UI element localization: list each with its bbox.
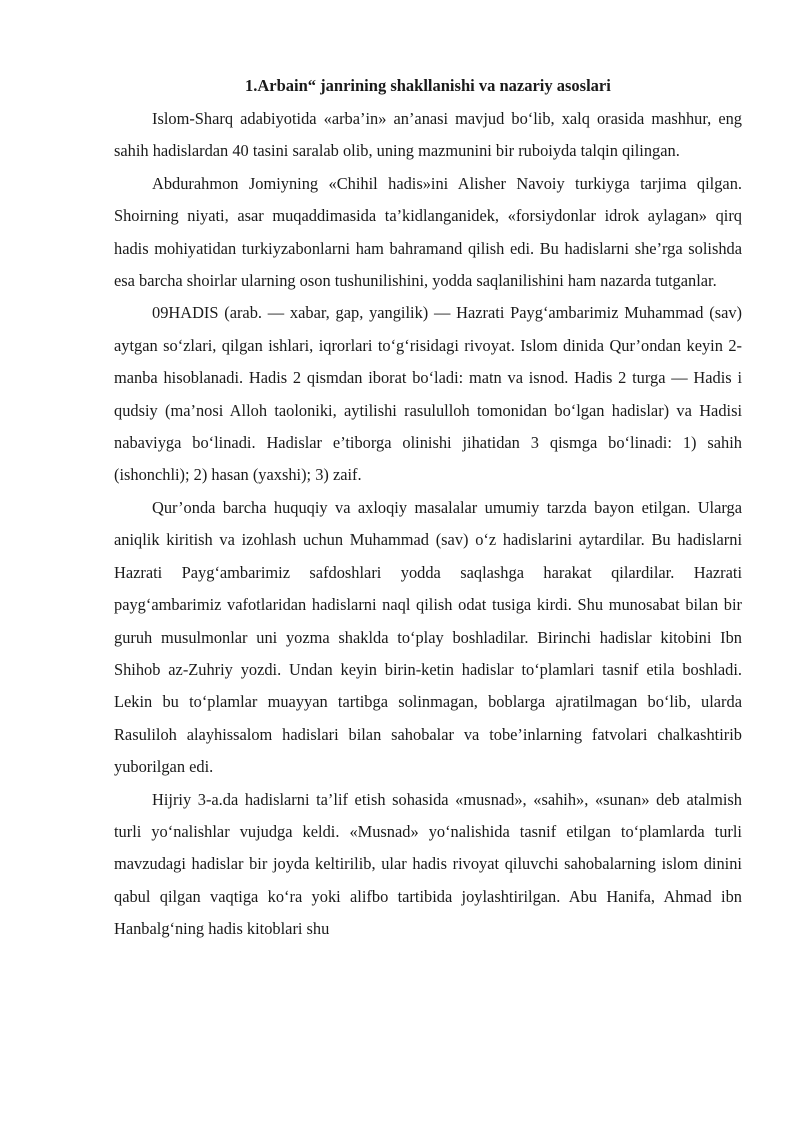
paragraph-chihil-hadis: Abdurahmon Jomiyning «Chihil hadis»ini Alisher Navoiy turkiyga tarjima qilgan. Shoirning niyati, asar muqaddimasida ta’kidlanganidek, «forsiydonlar idrok aylagan» qirq hadis mohiyatidan turkiyzabonlarni ham bahramand qilish edi. Bu hadislarni she’rga solishda esa barcha shoirlar ularning oson tushunilishini, yodda saqlanilishini ham nazarda tutganlar. — [114, 173, 742, 291]
paragraph-arbain-tradition: Islom-Sharq adabiyotida «arba’in» an’anasi mavjud bo‘lib, xalq orasida mashhur, eng sahih hadislardan 40 tasini saralab olib, uning mazmunini bir ruboiyda talqin qilingan. — [114, 109, 742, 161]
paragraph-quran-hadis: Qur’onda barcha huquqiy va axloqiy masalalar umumiy tarzda bayon etilgan. Ularga aniqlik kiritish va izohlash uchun Muhammad (sav) o‘z hadislarini aytardilar. Bu hadislarni Hazrati Payg‘ambarimiz safdoshlari yodda saqlashga harakat qilardilar. Hazrati payg‘ambarimiz vafotlaridan hadislarni naql qilish odat tusiga kirdi. Shu munosabat bilan bir guruh musulmonlar uni yozma shaklda to‘play boshladilar. Birinchi hadislar kitobini Ibn Shihob az-Zuhriy yozdi. Undan keyin birin-ketin hadislar to‘plamlari tasnif etila boshladi. Lekin bu to‘plamlar muayyan tartibga solinmagan, boblarga ajratilmagan bo‘lib, ularda Rasuliloh alayhissalom hadislari bilan sahobalar va tobe’inlarning fatvolari chalkashtirib yuborilgan edi. — [114, 497, 742, 777]
paragraph-hadis-definition: 09HADIS (arab. — xabar, gap, yangilik) — Hazrati Payg‘ambarimiz Muhammad (sav) aytgan so‘zlari, qilgan ishlari, iqrorlari to‘g‘risidagi rivoyat. Islom dinida Qur’ondan keyin 2-manba hisoblanadi. Hadis 2 qismdan iborat bo‘ladi: matn va isnod. Hadis 2 turga — Hadis i qudsiy (ma’nosi Alloh taoloniki, aytilishi rasululloh tomonidan bo‘lgan hadislar) va Hadisi nabaviyga bo‘linadi. Hadislar e’tiborga olinishi jihatidan 3 qismga bo‘linadi: 1) sahih (ishonchli); 2) hasan (yaxshi); 3) zaif. — [114, 303, 742, 485]
paragraph-hijriy-directions: Hijriy 3-a.da hadislarni ta’lif etish sohasida «musnad», «sahih», «sunan» deb atalmish turli yo‘nalishlar vujudga keldi. «Musnad» yo‘nalishida tasnif etilgan to‘plamlarda turli mavzudagi hadislar bir joyda keltirilib, ular hadis rivoyat qiluvchi sahobalarning islom dinini qabul qilgan vaqtiga ko‘ra yoki alifbo tartibida joylashtirilgan. Abu Hanifa, Ahmad ibn Hanbalg‘ning hadis kitoblari shu — [114, 789, 742, 939]
section-title: 1.Arbain“ janrining shakllanishi va nazariy asoslari — [245, 76, 611, 95]
document-page — [114, 69, 742, 946]
